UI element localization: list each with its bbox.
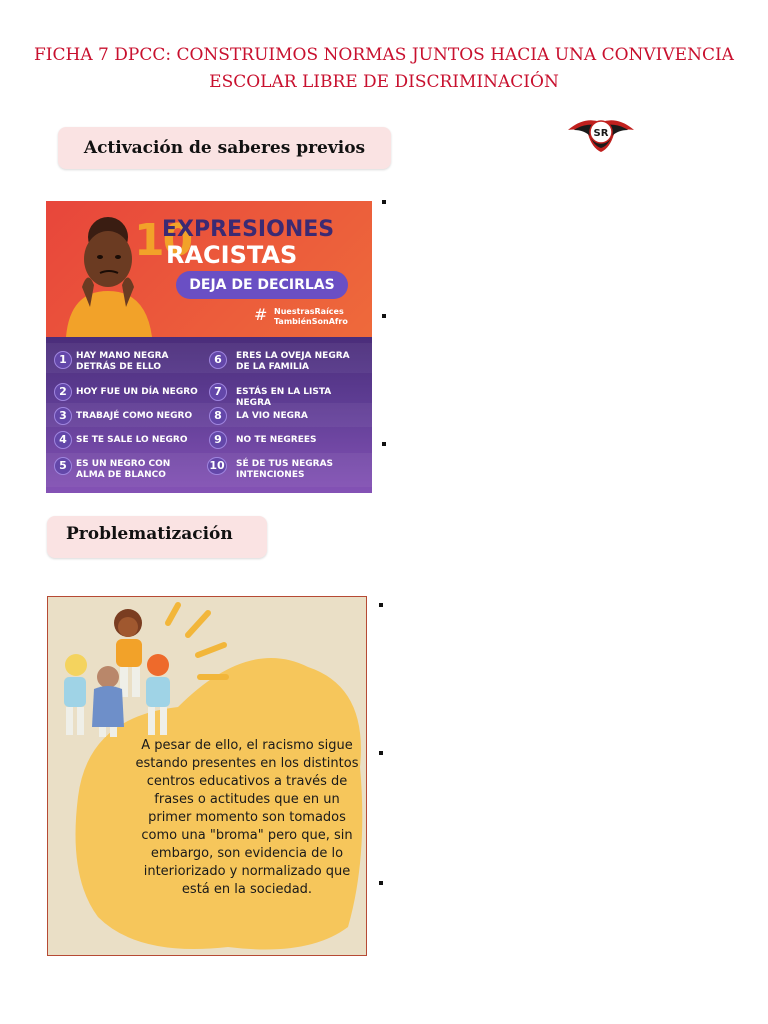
item-number: 8 (209, 407, 227, 425)
item-number: 9 (209, 431, 227, 449)
list-item: HAY MANO NEGRA DETRÁS DE ELLO (76, 351, 169, 372)
bullet (382, 442, 386, 446)
list-item: ES UN NEGRO CON ALMA DE BLANCO (76, 459, 171, 480)
item-number: 2 (54, 383, 72, 401)
poster-number: 10 (134, 215, 192, 266)
item-number: 3 (54, 407, 72, 425)
poster-heading-1: EXPRESIONES (162, 217, 335, 242)
bullet (382, 200, 386, 204)
list-item: LA VIO NEGRA (236, 411, 308, 421)
bullet (379, 603, 383, 607)
list-item: TRABAJÉ COMO NEGRO (76, 411, 193, 421)
bullet (382, 314, 386, 318)
expressions-list (46, 337, 372, 493)
racist-expressions-poster (46, 201, 372, 493)
poster-heading-2: RACISTAS (166, 241, 298, 269)
title-line-1: FICHA 7 DPCC: CONSTRUIMOS NORMAS JUNTOS HACIA UNA CONVIVENCIA (34, 45, 734, 65)
list-item: SE TE SALE LO NEGRO (76, 435, 188, 445)
poster-pill: DEJA DE DECIRLAS (176, 271, 348, 299)
bullet (379, 881, 383, 885)
item-number: 4 (54, 431, 72, 449)
list-item: ERES LA OVEJA NEGRA DE LA FAMILIA (236, 351, 350, 372)
list-item: SÉ DE TUS NEGRAS INTENCIONES (236, 459, 334, 480)
section-problematizacion: Problematización (47, 516, 267, 558)
poster-header (46, 201, 372, 337)
item-number: 6 (209, 351, 227, 369)
item-number: 1 (54, 351, 72, 369)
poster-hashtag (258, 307, 358, 327)
section-activacion: Activación de saberes previos (58, 127, 391, 169)
title-line-2: ESCOLAR LIBRE DE DISCRIMINACIÓN (209, 72, 559, 92)
item-number: 7 (209, 383, 227, 401)
item-number: 5 (54, 457, 72, 475)
hashtag-line-1: NuestrasRaíces (274, 307, 344, 316)
list-item: ESTÁS EN LA LISTA NEGRA (236, 387, 332, 408)
page-title (0, 42, 768, 96)
item-number: 10 (207, 457, 227, 475)
poster-body-text: A pesar de ello, el racismo sigue estando presentes en los distintos centros educativos a través de frases o actitudes que en un primer momento son tomados como una "broma" pero que, sin embargo, son evidencia de lo interiorizado y normalizado que está en la sociedad. (135, 738, 359, 897)
hashtag-line-2: TambiénSonAfro (274, 317, 348, 326)
school-crest-icon (566, 108, 636, 154)
hashtag-icon: # (254, 305, 268, 324)
list-item: HOY FUE UN DÍA NEGRO (76, 387, 198, 397)
list-item: NO TE NEGREES (236, 435, 317, 445)
racism-schools-poster (47, 596, 367, 956)
logo-letters: SR (593, 128, 609, 139)
bullet (379, 751, 383, 755)
